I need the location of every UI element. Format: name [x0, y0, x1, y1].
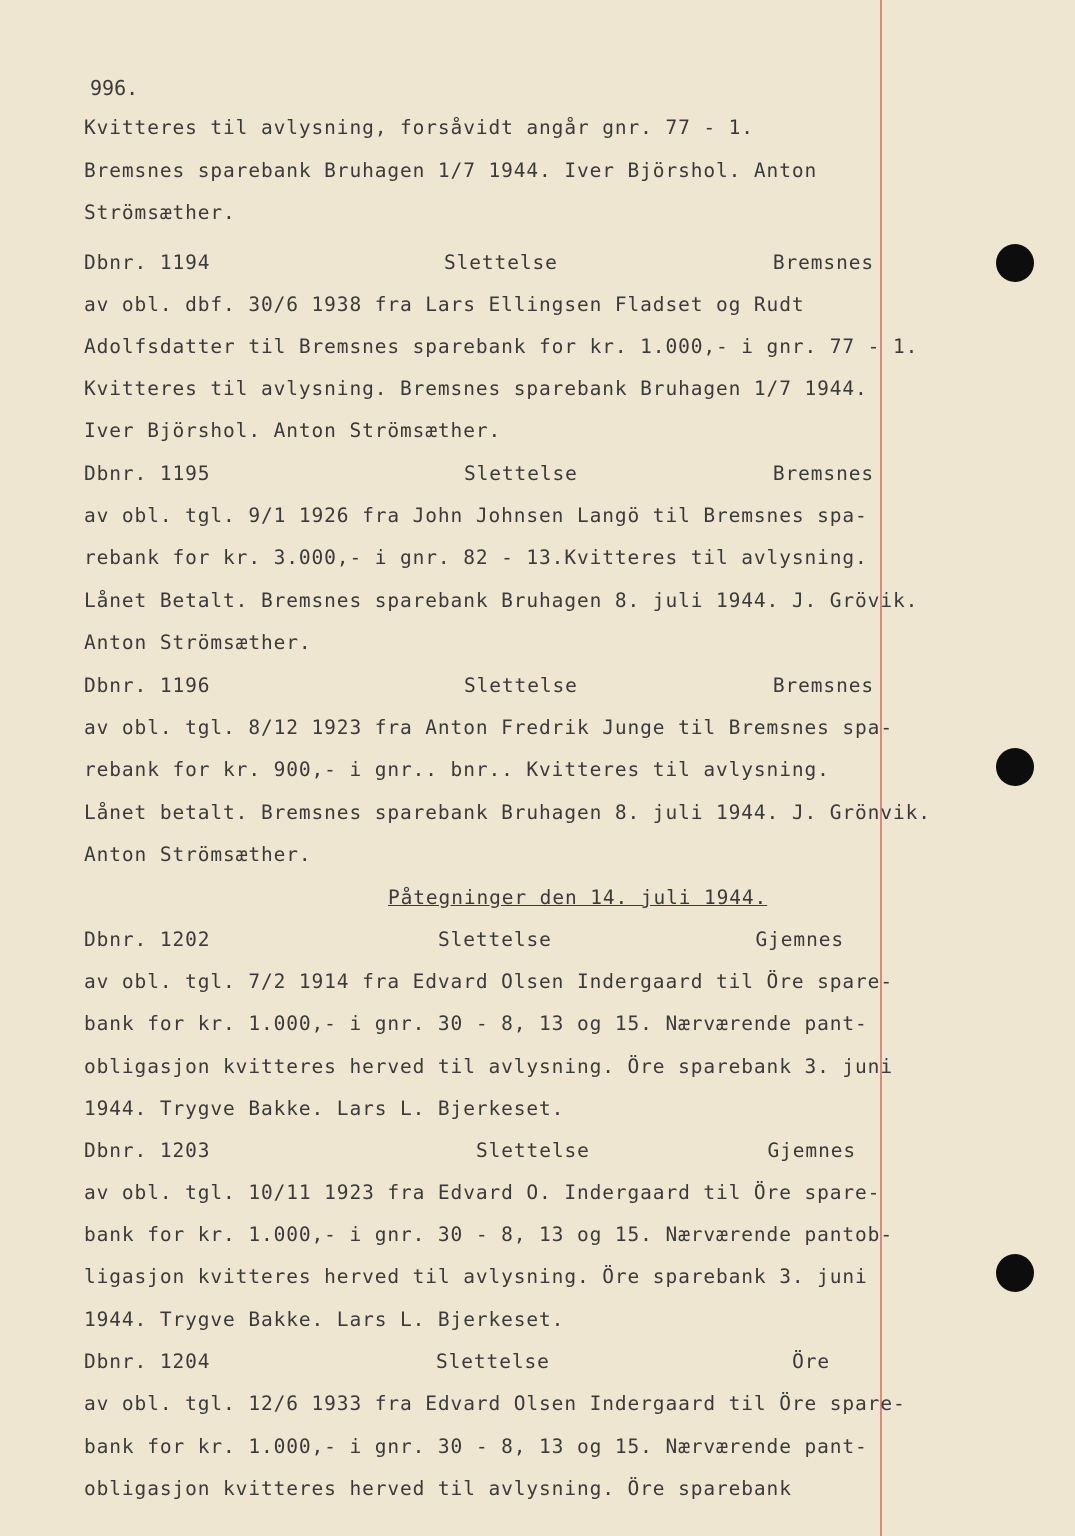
entry-header: [84, 1139, 874, 1165]
entry-type: Slettelse: [438, 928, 552, 951]
text-line: Lånet Betalt. Bremsnes sparebank Bruhagen 8. juli 1944. J. Grövik.: [84, 589, 919, 612]
entry-type: Slettelse: [464, 462, 578, 485]
text-line: Lånet betalt. Bremsnes sparebank Bruhagen 8. juli 1944. J. Grönvik.: [84, 801, 931, 824]
entry-header: [84, 462, 874, 488]
entry-type: Slettelse: [464, 674, 578, 697]
entry-header: [84, 674, 874, 700]
section-heading: Påtegninger den 14. juli 1944.: [388, 886, 768, 909]
entry-type: Slettelse: [476, 1139, 590, 1162]
text-line: 1944. Trygve Bakke. Lars L. Bjerkeset.: [84, 1308, 565, 1331]
text-line: 1944. Trygve Bakke. Lars L. Bjerkeset.: [84, 1097, 565, 1120]
red-margin-rule: [880, 0, 882, 1536]
text-line: Bremsnes sparebank Bruhagen 1/7 1944. Iver Björshol. Anton: [84, 159, 818, 182]
entry-type: Slettelse: [436, 1350, 550, 1373]
entry-header: [84, 1350, 874, 1376]
entry-place: Bremsnes: [772, 674, 874, 697]
text-line: obligasjon kvitteres herved til avlysning. Öre sparebank 3. juni: [84, 1055, 893, 1078]
text-line: rebank for kr. 3.000,- i gnr. 82 - 13.Kvitteres til avlysning.: [84, 546, 868, 569]
text-line: av obl. tgl. 10/11 1923 fra Edvard O. Indergaard til Öre spare-: [84, 1181, 881, 1204]
entry-place: Gjemnes: [767, 1139, 856, 1162]
text-line: obligasjon kvitteres herved til avlysning. Öre sparebank: [84, 1477, 792, 1500]
entry-number: Dbnr. 1196: [84, 674, 211, 697]
entry-number: Dbnr. 1194: [84, 251, 211, 274]
entry-type: Slettelse: [444, 251, 558, 274]
entry-place: Öre: [792, 1350, 830, 1373]
text-line: av obl. tgl. 9/1 1926 fra John Johnsen Langö til Bremsnes spa-: [84, 504, 868, 527]
text-line: Adolfsdatter til Bremsnes sparebank for kr. 1.000,- i gnr. 77 - 1.: [84, 335, 919, 358]
text-line: Strömsæther.: [84, 201, 236, 224]
entry-place: Bremsnes: [772, 462, 874, 485]
entry-number: Dbnr. 1202: [84, 928, 211, 951]
text-line: Iver Björshol. Anton Strömsæther.: [84, 419, 502, 442]
text-line: Anton Strömsæther.: [84, 843, 312, 866]
text-line: rebank for kr. 900,- i gnr.. bnr.. Kvitteres til avlysning.: [84, 758, 830, 781]
entry-header: [84, 928, 874, 954]
text-line: bank for kr. 1.000,- i gnr. 30 - 8, 13 og 15. Nærværende pantob-: [84, 1223, 893, 1246]
text-line: bank for kr. 1.000,- i gnr. 30 - 8, 13 og 15. Nærværende pant-: [84, 1012, 868, 1035]
entry-header: [84, 251, 874, 277]
punch-hole: [996, 244, 1034, 282]
entry-number: Dbnr. 1203: [84, 1139, 211, 1162]
punch-hole: [996, 748, 1034, 786]
page-number: 996.: [90, 76, 139, 100]
entry-place: Bremsnes: [772, 251, 874, 274]
text-line: av obl. dbf. 30/6 1938 fra Lars Ellingsen Fladset og Rudt: [84, 293, 805, 316]
entry-number: Dbnr. 1195: [84, 462, 211, 485]
text-line: av obl. tgl. 7/2 1914 fra Edvard Olsen Indergaard til Öre spare-: [84, 970, 893, 993]
text-line: av obl. tgl. 12/6 1933 fra Edvard Olsen Indergaard til Öre spare-: [84, 1392, 906, 1415]
text-line: Kvitteres til avlysning. Bremsnes sparebank Bruhagen 1/7 1944.: [84, 377, 868, 400]
text-line: av obl. tgl. 8/12 1923 fra Anton Fredrik Junge til Bremsnes spa-: [84, 716, 893, 739]
punch-hole: [996, 1254, 1034, 1292]
text-line: ligasjon kvitteres herved til avlysning. Öre sparebank 3. juni: [84, 1265, 868, 1288]
text-line: bank for kr. 1.000,- i gnr. 30 - 8, 13 og 15. Nærværende pant-: [84, 1435, 868, 1458]
text-line: Anton Strömsæther.: [84, 631, 312, 654]
text-line: Kvitteres til avlysning, forsåvidt angår gnr. 77 - 1.: [84, 116, 754, 139]
entry-place: Gjemnes: [755, 928, 844, 951]
entry-number: Dbnr. 1204: [84, 1350, 211, 1373]
